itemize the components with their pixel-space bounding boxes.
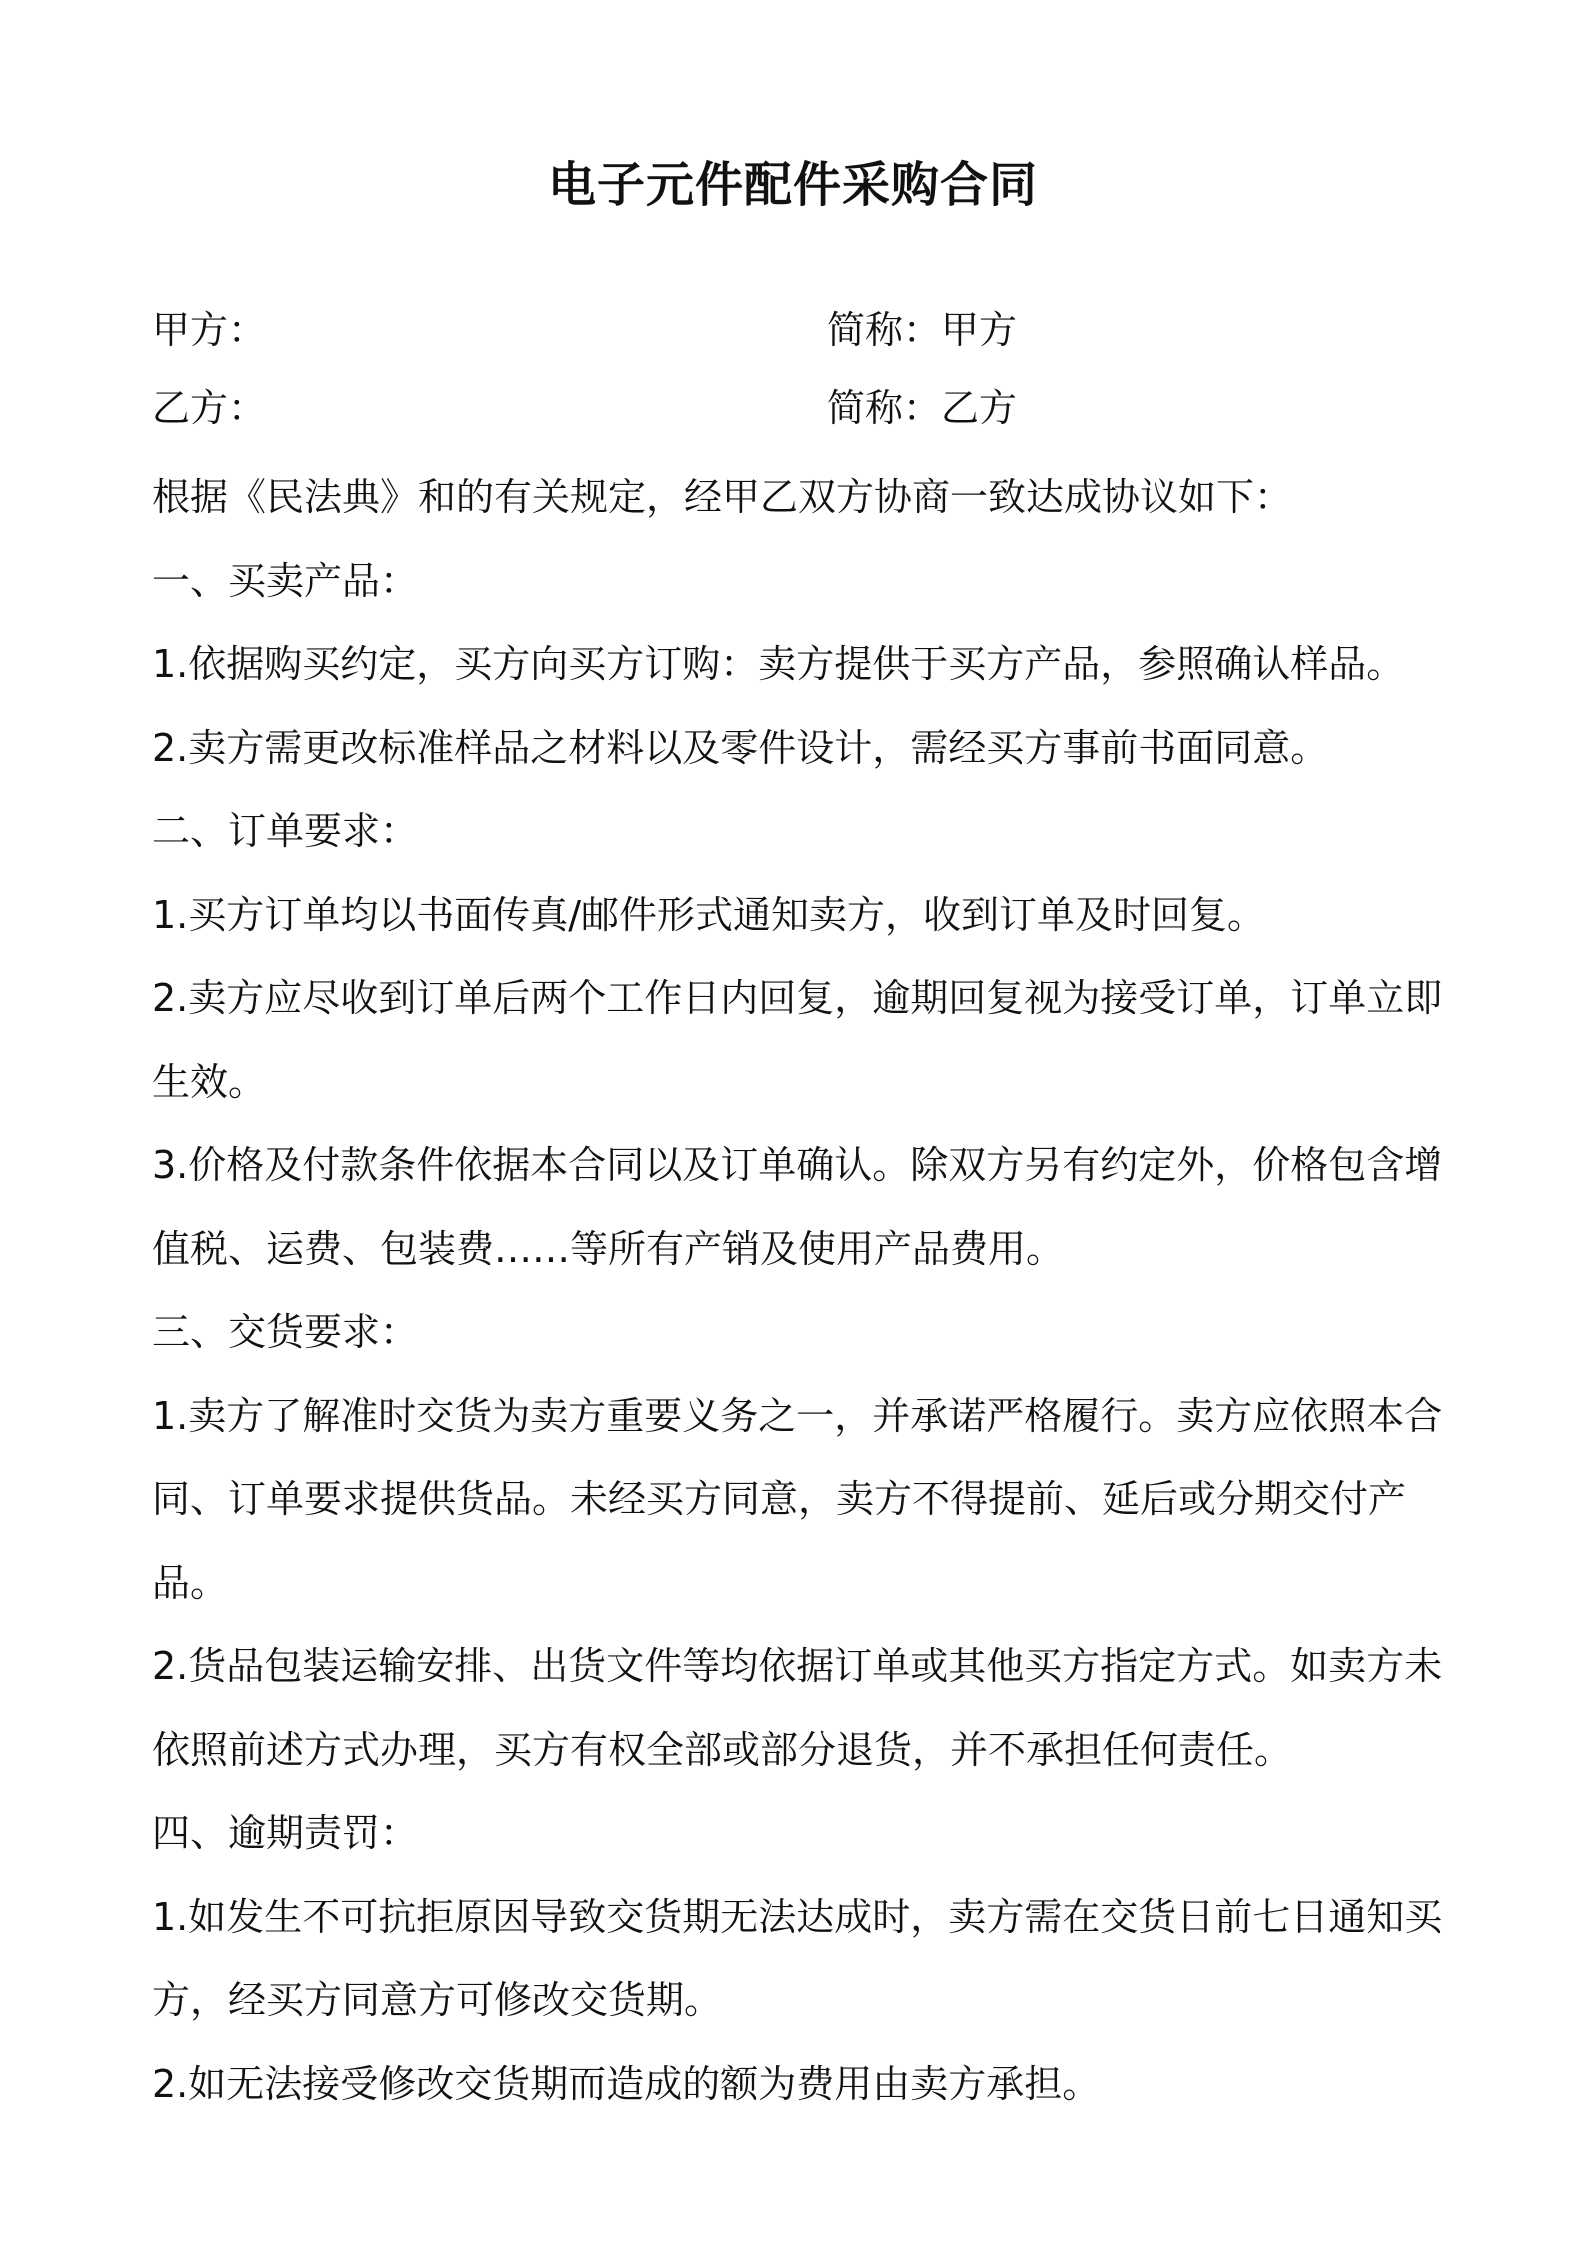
party-a-short-name: 简称：甲方 [827,308,1018,352]
section-heading-penalties: 四、逾期责罚： [152,1811,419,1855]
clause-4-2: 2.如无法接受修改交货期而造成的额为费用由卖方承担。 [152,2061,1101,2106]
party-b-row [152,378,1452,438]
party-b-label: 乙方： [152,386,267,430]
section-heading-delivery: 三、交货要求： [152,1310,419,1354]
clause-1-1: 1.依据购买约定，买方向买方订购：卖方提供于买方产品，参照确认样品。 [152,642,1405,686]
clause-2-3: 3.价格及付款条件依据本合同以及订单确认。除双方另有约定外，价格包含增值税、运费、包装费……等所有产销及使用产品费用。 [152,1143,1443,1271]
preamble: 根据《民法典》和的有关规定，经甲乙双方协商一致达成协议如下： [152,475,1293,519]
section-heading-orders: 二、订单要求： [152,809,419,853]
clause-1-2: 2.卖方需更改标准样品之材料以及零件设计，需经买方事前书面同意。 [152,725,1329,770]
clause-2-1: 1.买方订单均以书面传真/邮件形式通知卖方，收到订单及时回复。 [152,892,1266,937]
party-a-label: 甲方： [152,308,267,352]
clause-3-1: 1.卖方了解准时交货为卖方重要义务之一，并承诺严格履行。卖方应依照本合同、订单要求提供货品。未经买方同意，卖方不得提前、延后或分期交付产品。 [152,1393,1443,1605]
party-b-short-name: 简称：乙方 [827,386,1018,430]
document-title: 电子元件配件采购合同 [547,157,1038,213]
party-a-row [152,300,1452,360]
clause-3-2: 2.货品包装运输安排、出货文件等均依据订单或其他买方指定方式。如卖方未依照前述方式办理，买方有权全部或部分退货，并不承担任何责任。 [152,1644,1443,1772]
clause-4-1: 1.如发生不可抗拒原因导致交货期无法达成时，卖方需在交货日前七日通知买方，经买方同意方可修改交货期。 [152,1894,1443,2022]
contract-body [152,456,1472,2126]
section-heading-products: 一、买卖产品： [152,558,419,603]
clause-2-2: 2.卖方应尽收到订单后两个工作日内回复，逾期回复视为接受订单，订单立即生效。 [152,976,1443,1104]
